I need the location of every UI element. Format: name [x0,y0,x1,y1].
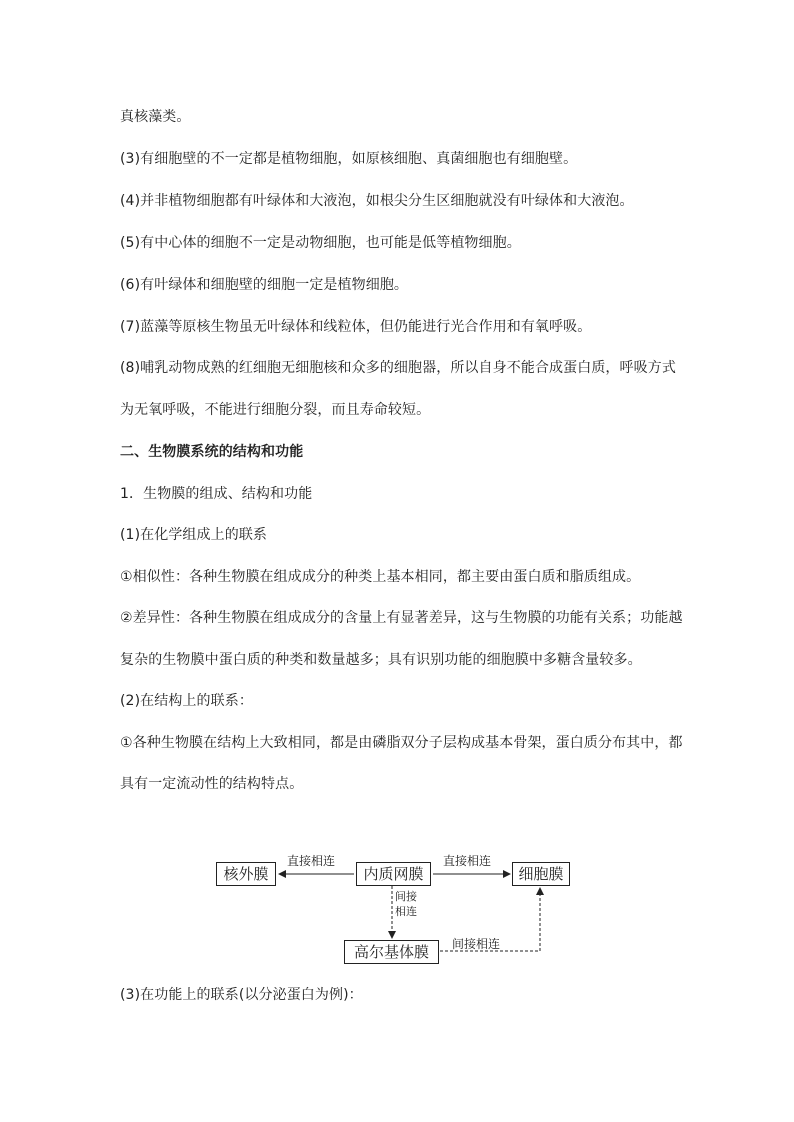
label-direct-left: 直接相连 [287,854,336,868]
label-indirect-vertical-1: 间接 [395,890,417,903]
label-direct-right: 直接相连 [443,854,492,868]
text-line: (6)有叶绿体和细胞壁的细胞一定是植物细胞。 [120,277,409,293]
label-indirect-vertical-2: 相连 [395,905,417,918]
text-line: 为无氧呼吸，不能进行细胞分裂，而且寿命较短。 [120,402,431,418]
text-line: (2)在结构上的联系： [120,693,253,709]
text-line: 真核藻类。 [120,109,191,125]
text-line: (5)有中心体的细胞不一定是动物细胞，也可能是低等植物细胞。 [120,235,521,251]
golgi-membrane-box: 高尔基体膜 [344,940,439,964]
text-line: ①相似性：各种生物膜在组成成分的种类上基本相同，都主要由蛋白质和脂质组成。 [120,569,641,585]
text-line: ②差异性：各种生物膜在组成成分的含量上有显著差异，这与生物膜的功能有关系；功能越 [120,610,683,626]
text-line: (1)在化学组成上的联系 [120,527,268,543]
text-line: 复杂的生物膜中蛋白质的种类和数量越多；具有识别功能的细胞膜中多糖含量较多。 [120,652,642,668]
text-line: (7)蓝藻等原核生物虽无叶绿体和线粒体，但仍能进行光合作用和有氧呼吸。 [120,319,592,335]
text-line: (3)在功能上的联系(以分泌蛋白为例)： [120,987,363,1003]
text-line: 具有一定流动性的结构特点。 [120,776,304,792]
text-line: 1．生物膜的组成、结构和功能 [120,486,313,502]
text-line: (3)有细胞壁的不一定都是植物细胞，如原核细胞、真菌细胞也有细胞壁。 [120,151,578,167]
section-heading: 二、生物膜系统的结构和功能 [120,444,304,460]
er-membrane-box: 内质网膜 [356,862,431,886]
nuclear-envelope-box: 核外膜 [216,862,276,886]
text-line: (4)并非植物细胞都有叶绿体和大液泡，如根尖分生区细胞就没有叶绿体和大液泡。 [120,193,634,209]
text-line: (8)哺乳动物成熟的红细胞无细胞核和众多的细胞器，所以自身不能合成蛋白质，呼吸方式 [120,360,676,376]
cell-membrane-box: 细胞膜 [512,862,570,886]
text-line: ①各种生物膜在结构上大致相同，都是由磷脂双分子层构成基本骨架，蛋白质分布其中，都 [120,735,683,751]
label-indirect-bottom: 间接相连 [452,937,501,951]
